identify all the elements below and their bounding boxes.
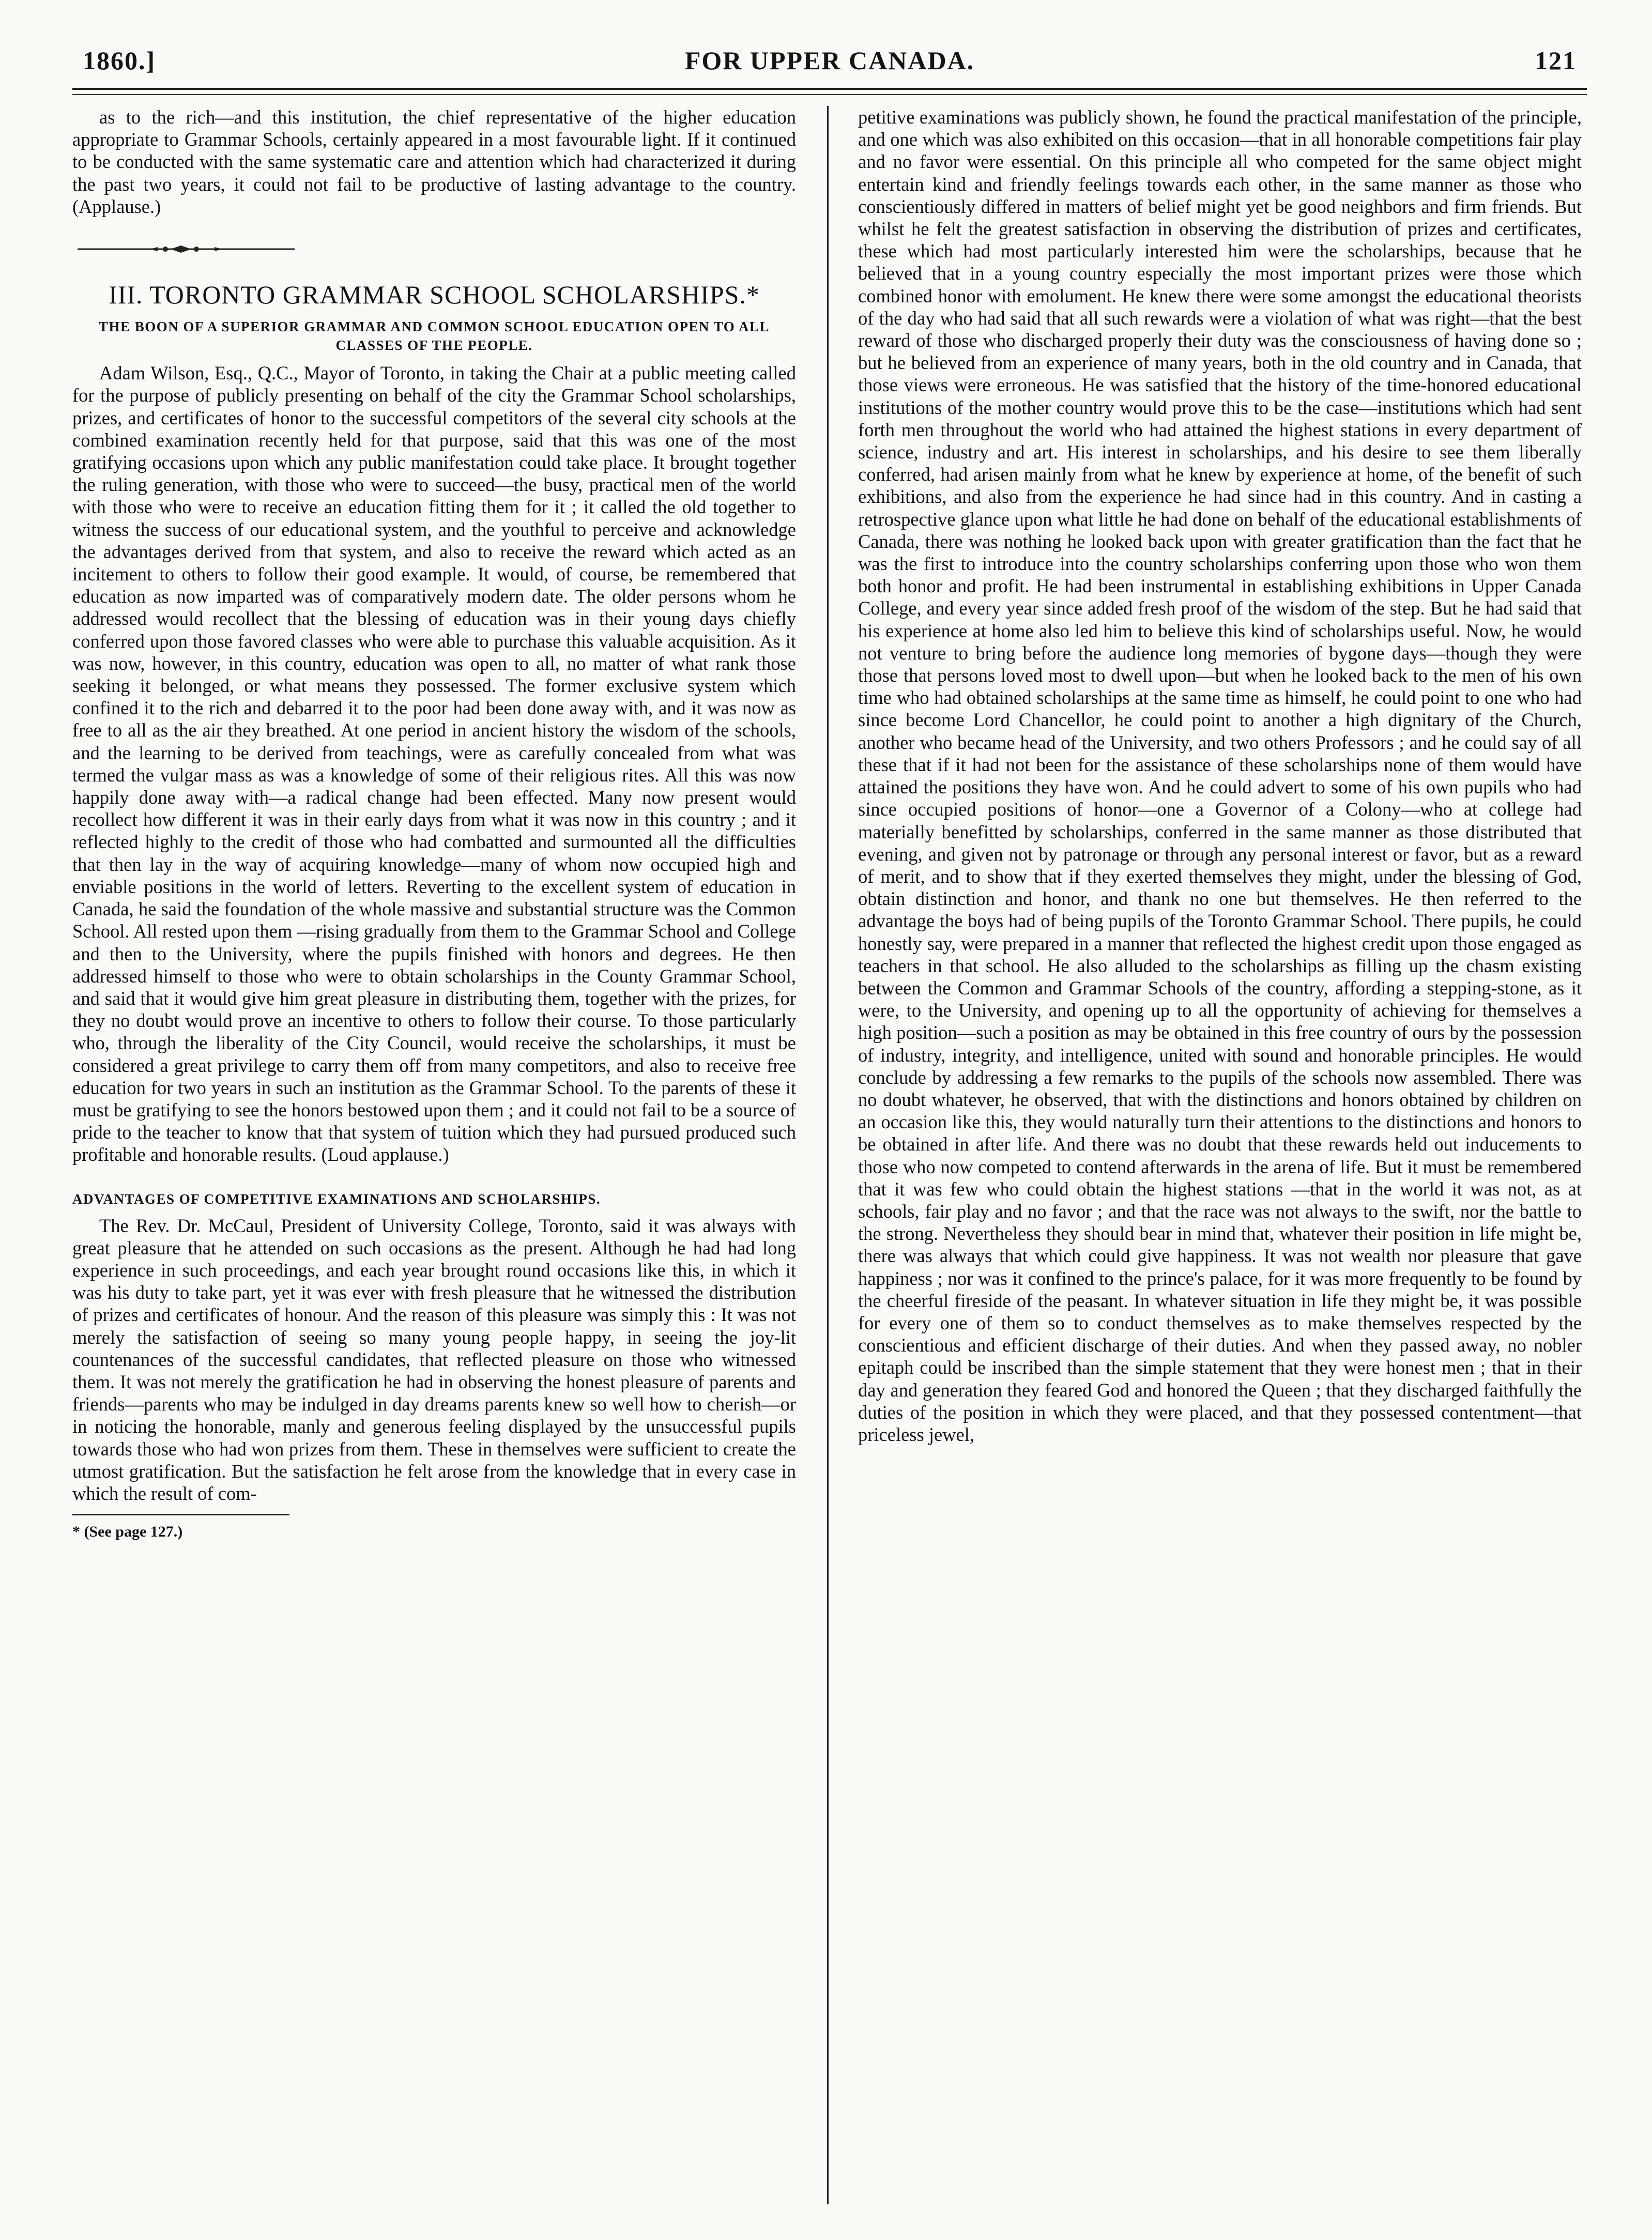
section-subtitle: THE BOON OF A SUPERIOR GRAMMAR AND COMMON SCHOOL EDUCATION OPEN TO ALL CLASSES OF THE PEOPLE. (98, 319, 770, 354)
header-year: 1860.] (83, 46, 156, 75)
section-ornament (72, 241, 300, 257)
text-columns (72, 106, 1587, 2204)
right-column (858, 106, 1582, 2204)
continued-paragraph: as to the rich—and this institution, the chief representative of the higher education appropriate to Grammar Schools, certainly appeared in a most favourable light. If it continued to be conducted with the same systematic care and attention which had characterized it during the past two years, it could not fail to be productive of lasting advantage to the country. (Applause.) (72, 106, 796, 217)
left-column (72, 106, 796, 2204)
header-rule-thick (72, 88, 1587, 90)
body-paragraph: Adam Wilson, Esq., Q.C., Mayor of Toronto, in taking the Chair at a public meeting called for the purpose of publicly presenting on behalf of the city the Grammar School scholarships, prizes, and certificates of honor to the successful competitors of the several city schools at the combined examination recently held for that purpose, said that this was one of the most gratifying occasions upon which any public manifestation could take place. It brought together the ruling generation, with those who were to succeed—the busy, practical men of the world with those who were to receive an education fitting them for it ; it called the old together to witness the success of our educational system, and the youthful to perceive and acknowledge the advantages derived from that system, and also to receive the reward which acted as an incitement to others to follow their good example. It would, of course, be remembered that education as now imparted was of comparatively modern date. The older persons whom he addressed would recollect that the blessing of education was in their young days chiefly conferred upon those favored classes who were able to purchase this valuable acquisition. As it was now, however, in this country, education was open to all, no matter of what rank those seeking it belonged, or what means they possessed. The former exclusive system which confined it to the rich and debarred it to the poor had been done away with, and it was now as free to all as the air they breathed. At one period in ancient history the wisdom of the schools, and the learning to be derived from teachings, were as carefully concealed from what was termed the vulgar mass as was a knowledge of some of their religious rites. All this was now happily done away with—a radical change had been effected. Many now present would recollect how different it was in their early days from what it was now in this country ; and it reflected highly to the credit of those who had combatted and surmounted all the difficulties that then lay in the way of acquiring knowledge—many of whom now occupied high and enviable positions in the world of letters. Reverting to the excellent system of education in Canada, he said the foundation of the whole massive and substantial structure was the Common School. All rested upon them —rising gradually from them to the Grammar School and College and then to the University, where the pupils finished with honors and degrees. He then addressed himself to those who were to obtain scholarships in the County Grammar School, and said that it would give him great pleasure in distributing them, together with the prizes, for they no doubt would prove an incentive to others to follow their course. To those particularly who, through the liberality of the City Council, would receive the scholarships, it must be considered a great privilege to carry them off from many competitors, and also to receive free education for two years in such an institution as the Grammar School. To the parents of these it must be gratifying to see the honors bestowed upon them ; and it could not fail to be a source of pride to the teacher to know that that system of tuition which they had pursued produced such profitable and honorable results. (Loud applause.) (72, 362, 796, 1165)
body-paragraph: petitive examinations was publicly shown, he found the practical manifestation of the principle, and one which was also exhibited on this occasion—that in all honorable competitions fair play and no favor were essential. On this principle all who competed for the same object might entertain kind and friendly feelings towards each other, in the same manner as those who conscientiously differed in matters of belief might yet be good neighbors and firm friends. But whilst he felt the greatest satisfaction in observing the distribution of prizes and certificates, these which had most particularly interested him were the scholarships, because that he believed that in a young country especially the most important prizes were those which combined honor with emolument. He knew there were some amongst the educational theorists of the day who had said that all such rewards were a violation of what was right—that the best reward of those who discharged properly their duty was the consciousness of having done so ; but he believed from an experience of many years, both in the old country and in Canada, that those views were erroneous. He was satisfied that the history of the time-honored educational institutions of the mother country would prove this to be the case—institutions which had sent forth men throughout the world who had attained the highest stations in every department of science, industry and art. His interest in scholarships, and his desire to see them liberally conferred, had arisen mainly from what he knew by experience at home, of the benefit of such exhibitions, and also from the experience he had since had in this country. And in casting a retrospective glance upon what little he had done on behalf of the educational establishments of Canada, there was nothing he looked back upon with greater gratification than the fact that he was the first to introduce into the country scholarships conferring upon those who won them both honor and profit. He had been instrumental in establishing exhibitions in Upper Canada College, and every year since added fresh proof of the wisdom of the step. But he had said that his experience at home also led him to believe this kind of scholarships useful. Now, he would not venture to bring before the audience long memories of bygone days—though they were those that persons loved most to dwell upon—but when he looked back to the men of his own time who had obtained scholarships at the same time as himself, he could point to one who had since become Lord Chancellor, he could point to another a high dignitary of the Church, another who became head of the University, and two others Professors ; and he could say of all these that if it had not been for the assistance of these scholarships none of them would have attained the positions they have won. And he could advert to some of his own pupils who had since occupied positions of honor—one a Governor of a Colony—who at college had materially benefitted by scholarships, conferred in the same manner as those distributed that evening, and given not by patronage or through any personal interest or favor, but as a reward of merit, and to show that if they exerted themselves they might, under the blessing of God, obtain distinction and honor, and thank no one but themselves. He then referred to the advantage the boys had of being pupils of the Toronto Grammar School. There pupils, he could honestly say, were prepared in a manner that reflected the highest credit upon those engaged as teachers in that school. He also alluded to the scholarships as filling up the chasm existing between the Common and Grammar Schools of the country, affording a stepping-stone, as it were, to the University, and opening up to all the opportunity of achieving for themselves a high position—such a position as may be obtained in this free country of ours by the possession of industry, integrity, and intelligence, united with sound and honorable principles. He would conclude by addressing a few remarks to the pupils of the schools now assembled. There was no doubt whatever, he observed, that with the distinctions and honors obtained by children on an occasion like this, they would naturally turn their attentions to the distinctions and honors to be obtained in after life. And there was no doubt that these rewards held out inducements to those who now competed to contend afterwards in the arena of life. But it must be remembered that it was few who could obtain the highest stations —that in the world it was not, as at schools, fair play and no favor ; and that the race was not always to the swift, nor the battle to the strong. Nevertheless they should bear in mind that, whatever their position in life might be, there was always that which could give happiness. It was not wealth nor pleasure that gave happiness ; nor was it confined to the prince's palace, for it was more frequently to be found by the cheerful fireside of the peasant. In whatever situation in life they might be, it was possible for every one of them so to conduct themselves as to make themselves respected by the conscientious and efficient discharge of their duties. And when they passed away, no nobler epitaph could be inscribed than the simple statement that they were honest men ; that in their day and generation they feared God and honored the Queen ; that they discharged faithfully the duties of the position in which they were placed, and that they possessed contentment—that priceless jewel, (858, 106, 1582, 1445)
body-paragraph: The Rev. Dr. McCaul, President of University College, Toronto, said it was always with great pleasure that he attended on such occasions as the present. Although he had had long experience in such proceedings, and each year brought round occasions like this, in which it was his duty to take part, yet it was ever with fresh pleasure that he witnessed the distribution of prizes and certificates of honour. And the reason of this pleasure was simply this : It was not merely the satisfaction of seeing so many young people happy, in seeing the joy-lit countenances of the successful candidates, that reflected pleasure on those who witnessed them. It was not merely the gratification he had in observing the honest pleasure of parents and friends—parents who may be indulged in day dreams parents knew so well how to cherish—or in noticing the honorable, manly and generous feeling displayed by the unsuccessful pupils towards those who had won prizes from them. These in themselves were sufficient to create the utmost gratification. But the satisfaction he felt arose from the knowledge that in every case in which the result of com- (72, 1215, 796, 1504)
subheading: ADVANTAGES OF COMPETITIVE EXAMINATIONS AND SCHOLARSHIPS. (72, 1191, 601, 1207)
footnote: * (See page 127.) (72, 1523, 183, 1541)
section-title: III. TORONTO GRAMMAR SCHOOL SCHOLARSHIPS.* (109, 280, 760, 310)
header-rule-thin (72, 94, 1587, 95)
header-title: FOR UPPER CANADA. (684, 46, 975, 75)
footnote-rule (72, 1514, 289, 1515)
document-page (72, 41, 1587, 2212)
column-divider (827, 106, 829, 2204)
page-number: 121 (1535, 46, 1577, 75)
running-header (72, 41, 1587, 98)
